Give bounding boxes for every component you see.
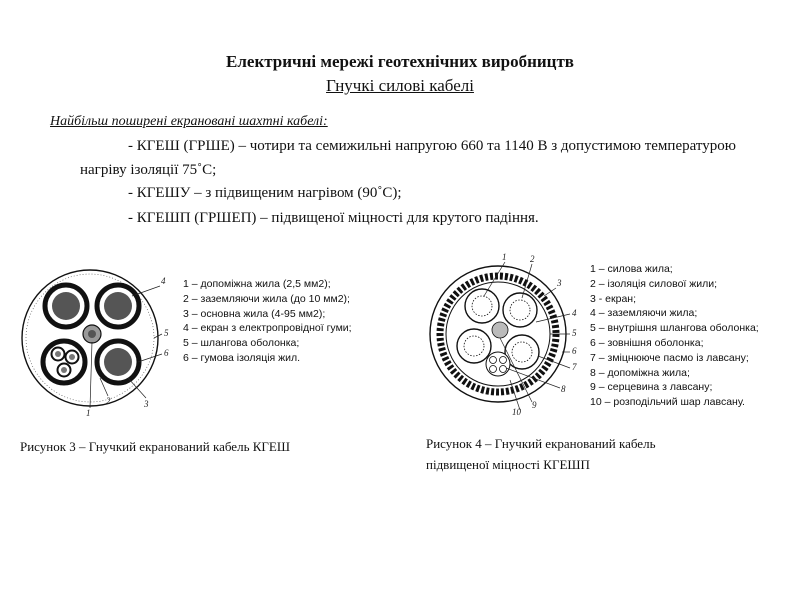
fig4-legend-item: 5 – внутрішня шлангова оболонка; [590, 322, 759, 335]
figure4-caption-line2: підвищеної міцності КГЕШП [426, 457, 590, 472]
bullet-kgeshp: - КГЕШП (ГРШЕП) – підвищеної міцності для крутого падіння. [128, 210, 539, 226]
figure3-legend [183, 277, 352, 366]
fig4-legend-item: 9 – серцевина з лавсану; [590, 381, 713, 394]
intro-heading: Найбільш поширені екрановані шахтні кабелі: [50, 114, 328, 129]
fig4-callout-9: 9 [532, 400, 537, 410]
figure3-caption: Рисунок 3 – Гнучкий екранований кабель КГЕШ [20, 439, 290, 454]
fig3-legend-item: 3 – основна жила (4-95 мм2); [183, 307, 326, 320]
figure4-caption-line1: Рисунок 4 – Гнучкий екранований кабель [426, 436, 656, 451]
fig4-legend-item: 1 – силова жила; [590, 263, 673, 275]
fig4-callout-6: 6 [572, 346, 577, 356]
fig4-callout-4: 4 [572, 308, 577, 318]
figure3-cable-diagram [20, 258, 180, 418]
fig4-legend-item: 2 – ізоляція силової жили; [590, 277, 718, 290]
fig4-callout-8: 8 [561, 384, 566, 394]
fig3-legend-item: 2 – заземляючи жила (до 10 мм2); [183, 292, 350, 305]
fig4-callout-10: 10 [512, 407, 521, 417]
fig4-legend-item: 6 – зовнішня оболонка; [590, 336, 704, 349]
bullet-kgeshu: - КГЕШУ – з підвищеним нагрівом (90˚С); [128, 185, 402, 201]
figure4-legend [590, 262, 759, 410]
fig3-callout-6: 6 [164, 348, 169, 358]
fig3-legend-item: 1 – допоміжна жила (2,5 мм2); [183, 278, 331, 290]
fig3-callout-4: 4 [161, 276, 166, 286]
fig3-legend-item: 5 – шлангова оболонка; [183, 337, 300, 350]
fig4-callout-2: 2 [530, 254, 535, 264]
fig3-legend-item: 6 – гумова ізоляція жил. [183, 351, 301, 364]
page-subtitle: Гнучкі силові кабелі [326, 76, 474, 95]
figure4-cable-diagram [410, 252, 590, 417]
bullet-kgesh: - КГЕШ (ГРШЕ) – чотири та семижильні напругою 660 та 1140 В з допустимою температурою нагріву ізоляції 75˚С; [80, 138, 736, 178]
fig4-legend-item: 8 – допоміжна жила; [590, 366, 690, 379]
fig3-callout-1: 1 [86, 408, 91, 418]
fig4-legend-item: 10 – розподільчий шар лавсану. [590, 396, 745, 409]
figure4-caption [426, 433, 656, 475]
fig3-callout-2: 2 [106, 396, 111, 406]
fig3-callout-3: 3 [144, 399, 149, 409]
fig4-callout-1: 1 [502, 252, 507, 262]
fig4-legend-item: 7 – зміцнююче пасмо із лавсану; [590, 351, 749, 364]
fig4-callout-5: 5 [572, 328, 577, 338]
fig4-callout-3: 3 [557, 278, 562, 288]
fig3-legend-item: 4 – екран з електропровідної гуми; [183, 322, 352, 335]
page-title: Електричні мережі геотехнічних виробництв [226, 52, 574, 71]
fig4-callout-7: 7 [572, 362, 577, 372]
fig4-legend-item: 4 – заземляючи жила; [590, 307, 698, 320]
fig3-callout-5: 5 [164, 328, 169, 338]
fig4-legend-item: 3 - екран; [590, 292, 636, 305]
